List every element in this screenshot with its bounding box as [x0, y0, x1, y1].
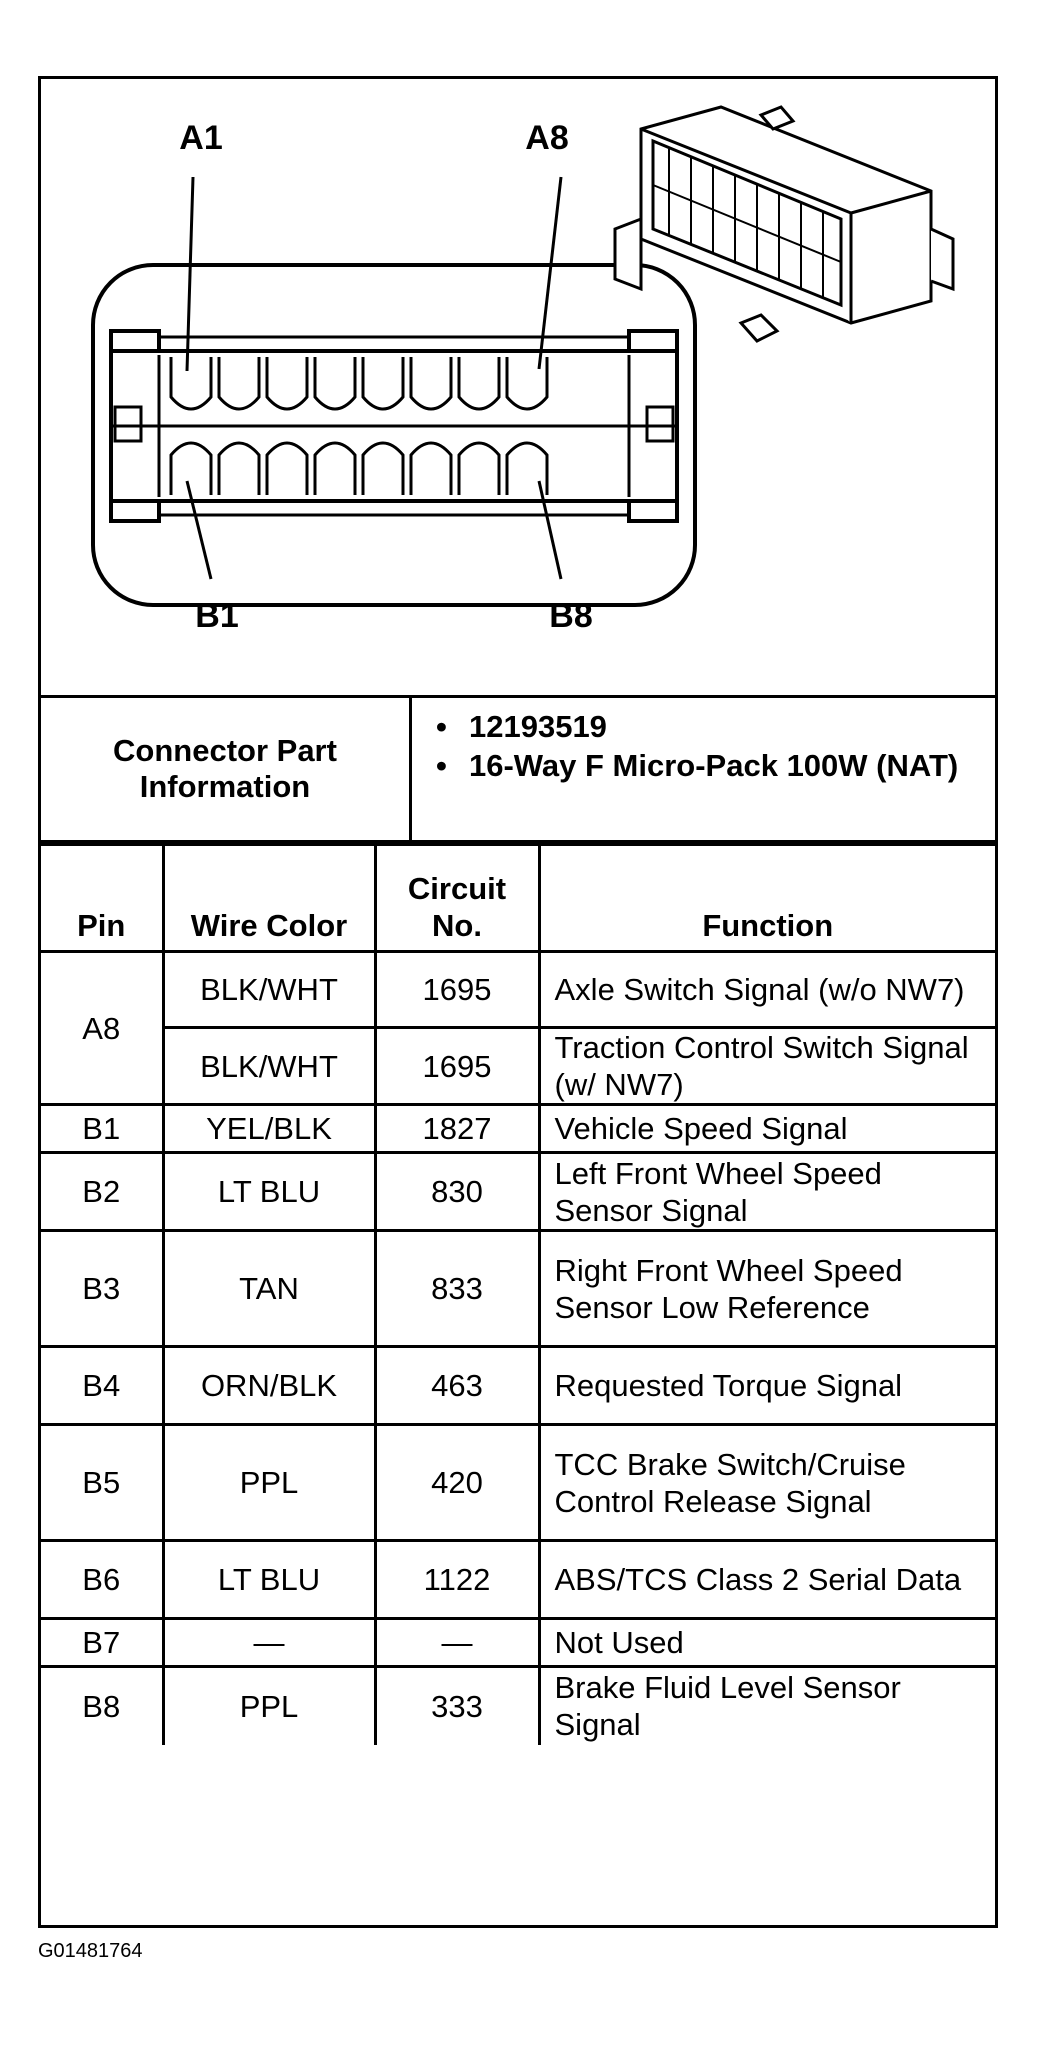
wire-cell: LT BLU — [163, 1153, 375, 1231]
wire-cell: ORN/BLK — [163, 1347, 375, 1425]
header-circuit-no: Circuit No. — [375, 845, 539, 952]
connector-3d-view — [615, 107, 953, 341]
table-row — [41, 1105, 995, 1153]
circuit-cell: 420 — [375, 1425, 539, 1541]
label-a1: A1 — [179, 119, 223, 157]
wire-cell: TAN — [163, 1231, 375, 1347]
wire-cell: PPL — [163, 1425, 375, 1541]
header-wire-color: Wire Color — [163, 845, 375, 952]
table-row — [41, 1153, 995, 1231]
connector-part-information — [41, 695, 995, 843]
function-cell: Vehicle Speed Signal — [539, 1105, 995, 1153]
table-row — [41, 1028, 995, 1105]
pin-cell: B5 — [41, 1425, 163, 1541]
wire-cell: LT BLU — [163, 1541, 375, 1619]
circuit-cell: 1695 — [375, 952, 539, 1028]
connector-type: • 16-Way F Micro-Pack 100W (NAT) — [436, 747, 976, 784]
pin-cell: B8 — [41, 1667, 163, 1745]
pin-cell: B7 — [41, 1619, 163, 1667]
header-function: Function — [539, 845, 995, 952]
pin-cell: A8 — [41, 952, 163, 1105]
row-a-cavities — [171, 357, 547, 409]
left-latch — [115, 407, 141, 441]
table-row — [41, 1541, 995, 1619]
pin-cell: B2 — [41, 1153, 163, 1231]
connector-figure-frame — [38, 76, 998, 1928]
row-b-cavities — [171, 443, 547, 495]
function-cell: Axle Switch Signal (w/o NW7) — [539, 952, 995, 1028]
pin-cell: B4 — [41, 1347, 163, 1425]
wire-cell: YEL/BLK — [163, 1105, 375, 1153]
label-a8: A8 — [525, 119, 569, 157]
pinout-header-row — [41, 845, 995, 952]
table-row — [41, 1667, 995, 1745]
table-row — [41, 1347, 995, 1425]
function-cell: TCC Brake Switch/Cruise Control Release Signal — [539, 1425, 995, 1541]
wire-cell: PPL — [163, 1667, 375, 1745]
function-cell: Brake Fluid Level Sensor Signal — [539, 1667, 995, 1745]
circuit-cell: 463 — [375, 1347, 539, 1425]
leader-b8 — [539, 481, 561, 579]
function-cell: Right Front Wheel Speed Sensor Low Reference — [539, 1231, 995, 1347]
label-b1: B1 — [195, 597, 239, 635]
circuit-cell: 1695 — [375, 1028, 539, 1105]
pin-cell: B1 — [41, 1105, 163, 1153]
circuit-cell: 1827 — [375, 1105, 539, 1153]
wire-cell: BLK/WHT — [163, 952, 375, 1028]
function-cell: Not Used — [539, 1619, 995, 1667]
connector-face-diagram — [41, 79, 995, 695]
header-pin: Pin — [41, 845, 163, 952]
part-info-list — [436, 708, 976, 786]
circuit-cell: 830 — [375, 1153, 539, 1231]
circuit-cell: 833 — [375, 1231, 539, 1347]
wire-cell: BLK/WHT — [163, 1028, 375, 1105]
figure-id: G01481764 — [38, 1940, 143, 1962]
function-cell: Requested Torque Signal — [539, 1347, 995, 1425]
pin-cell: B3 — [41, 1231, 163, 1347]
wire-cell: — — [163, 1619, 375, 1667]
connector-housing-outline — [93, 265, 695, 605]
table-row — [41, 1231, 995, 1347]
circuit-cell: 333 — [375, 1667, 539, 1745]
pinout-table — [41, 843, 995, 1745]
leader-a1 — [187, 177, 193, 371]
label-b8: B8 — [549, 597, 593, 635]
table-row — [41, 952, 995, 1028]
table-row — [41, 1619, 995, 1667]
part-info-label: Connector Part Information — [41, 698, 412, 840]
circuit-cell: 1122 — [375, 1541, 539, 1619]
part-number: • 12193519 — [436, 708, 976, 745]
table-row — [41, 1425, 995, 1541]
function-cell: Left Front Wheel Speed Sensor Signal — [539, 1153, 995, 1231]
function-cell: Traction Control Switch Signal (w/ NW7) — [539, 1028, 995, 1105]
right-latch — [647, 407, 673, 441]
circuit-cell: — — [375, 1619, 539, 1667]
function-cell: ABS/TCS Class 2 Serial Data — [539, 1541, 995, 1619]
pin-cell: B6 — [41, 1541, 163, 1619]
leader-b1 — [187, 481, 211, 579]
leader-a8 — [539, 177, 561, 369]
